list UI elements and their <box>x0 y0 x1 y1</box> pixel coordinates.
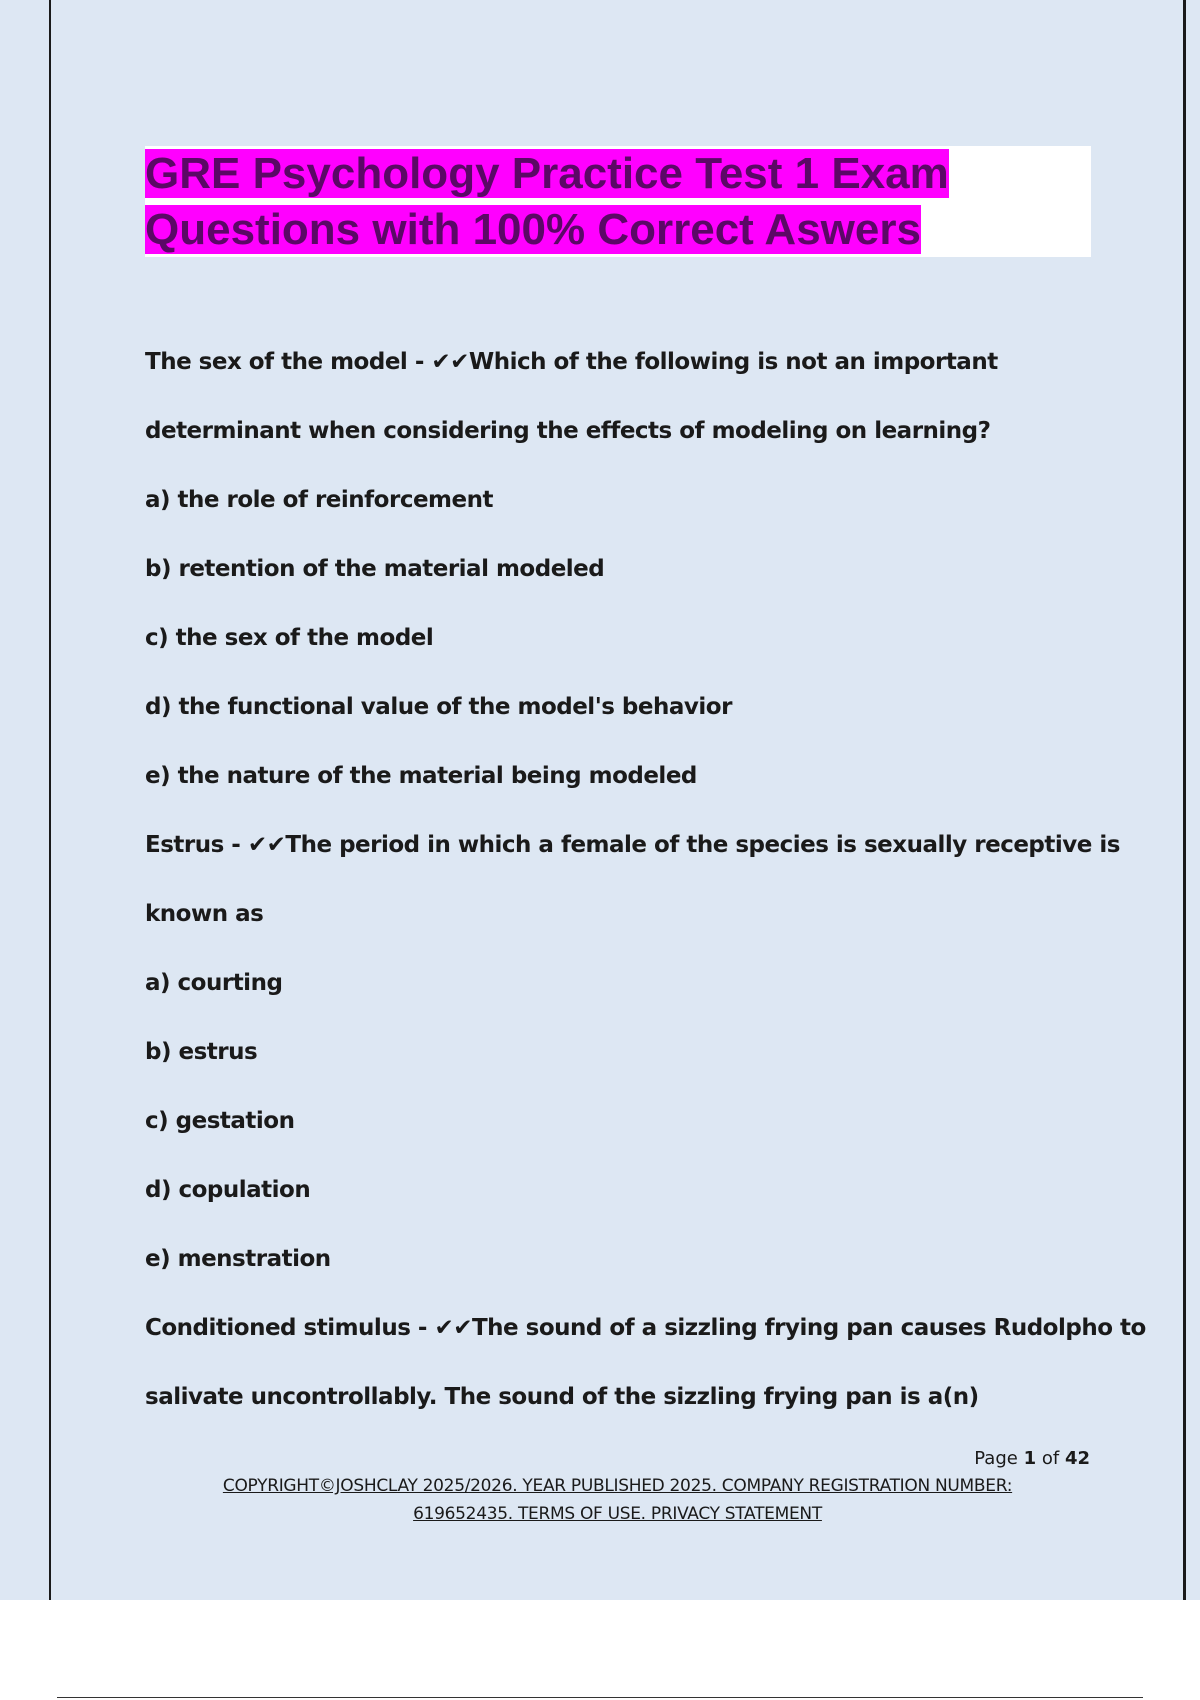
question-3-line-1: Conditioned stimulus - ✔✔The sound of a sizzling frying pan causes Rudolpho to <box>145 1315 1146 1341</box>
copyright-line-1[interactable]: COPYRIGHT©JOSHCLAY 2025/2026. YEAR PUBLISHED 2025. COMPANY REGISTRATION NUMBER: <box>222 1476 1013 1496</box>
question-2-option-a: a) courting <box>145 970 283 996</box>
question-3-line-2: salivate uncontrollably. The sound of the sizzling frying pan is a(n) <box>145 1384 979 1410</box>
copyright-line-2[interactable]: 619652435. TERMS OF USE. PRIVACY STATEMENT <box>413 1504 822 1524</box>
question-2-option-c: c) gestation <box>145 1108 295 1134</box>
title-line-2: Questions with 100% Correct Aswers <box>145 205 921 254</box>
question-1-line-1: The sex of the model - ✔✔Which of the following is not an important <box>145 349 998 375</box>
page-label: Page <box>974 1448 1018 1469</box>
page-total: 42 <box>1064 1448 1090 1469</box>
page-of: of <box>1041 1448 1060 1469</box>
title-line-1: GRE Psychology Practice Test 1 Exam <box>145 149 949 198</box>
question-1-option-b: b) retention of the material modeled <box>145 556 605 582</box>
question-1-option-a: a) the role of reinforcement <box>145 487 493 513</box>
question-2-line-1: Estrus - ✔✔The period in which a female of the species is sexually receptive is <box>145 832 1120 858</box>
question-2-option-b: b) estrus <box>145 1039 258 1065</box>
page-border-right <box>1183 0 1186 1600</box>
bottom-divider <box>57 1697 1143 1698</box>
question-1-option-e: e) the nature of the material being modeled <box>145 763 697 789</box>
page-border-left <box>49 0 51 1600</box>
question-2-line-2: known as <box>145 901 264 927</box>
document-body <box>145 328 1146 1432</box>
page-footer <box>145 1446 1090 1528</box>
question-1-option-c: c) the sex of the model <box>145 625 434 651</box>
page-title <box>145 146 1091 258</box>
question-2-option-d: d) copulation <box>145 1177 311 1203</box>
question-2-option-e: e) menstration <box>145 1246 331 1272</box>
page-number <box>145 1446 1090 1472</box>
question-1-option-d: d) the functional value of the model's behavior <box>145 694 732 720</box>
page-current: 1 <box>1023 1448 1037 1469</box>
question-1-line-2: determinant when considering the effects of modeling on learning? <box>145 418 991 444</box>
